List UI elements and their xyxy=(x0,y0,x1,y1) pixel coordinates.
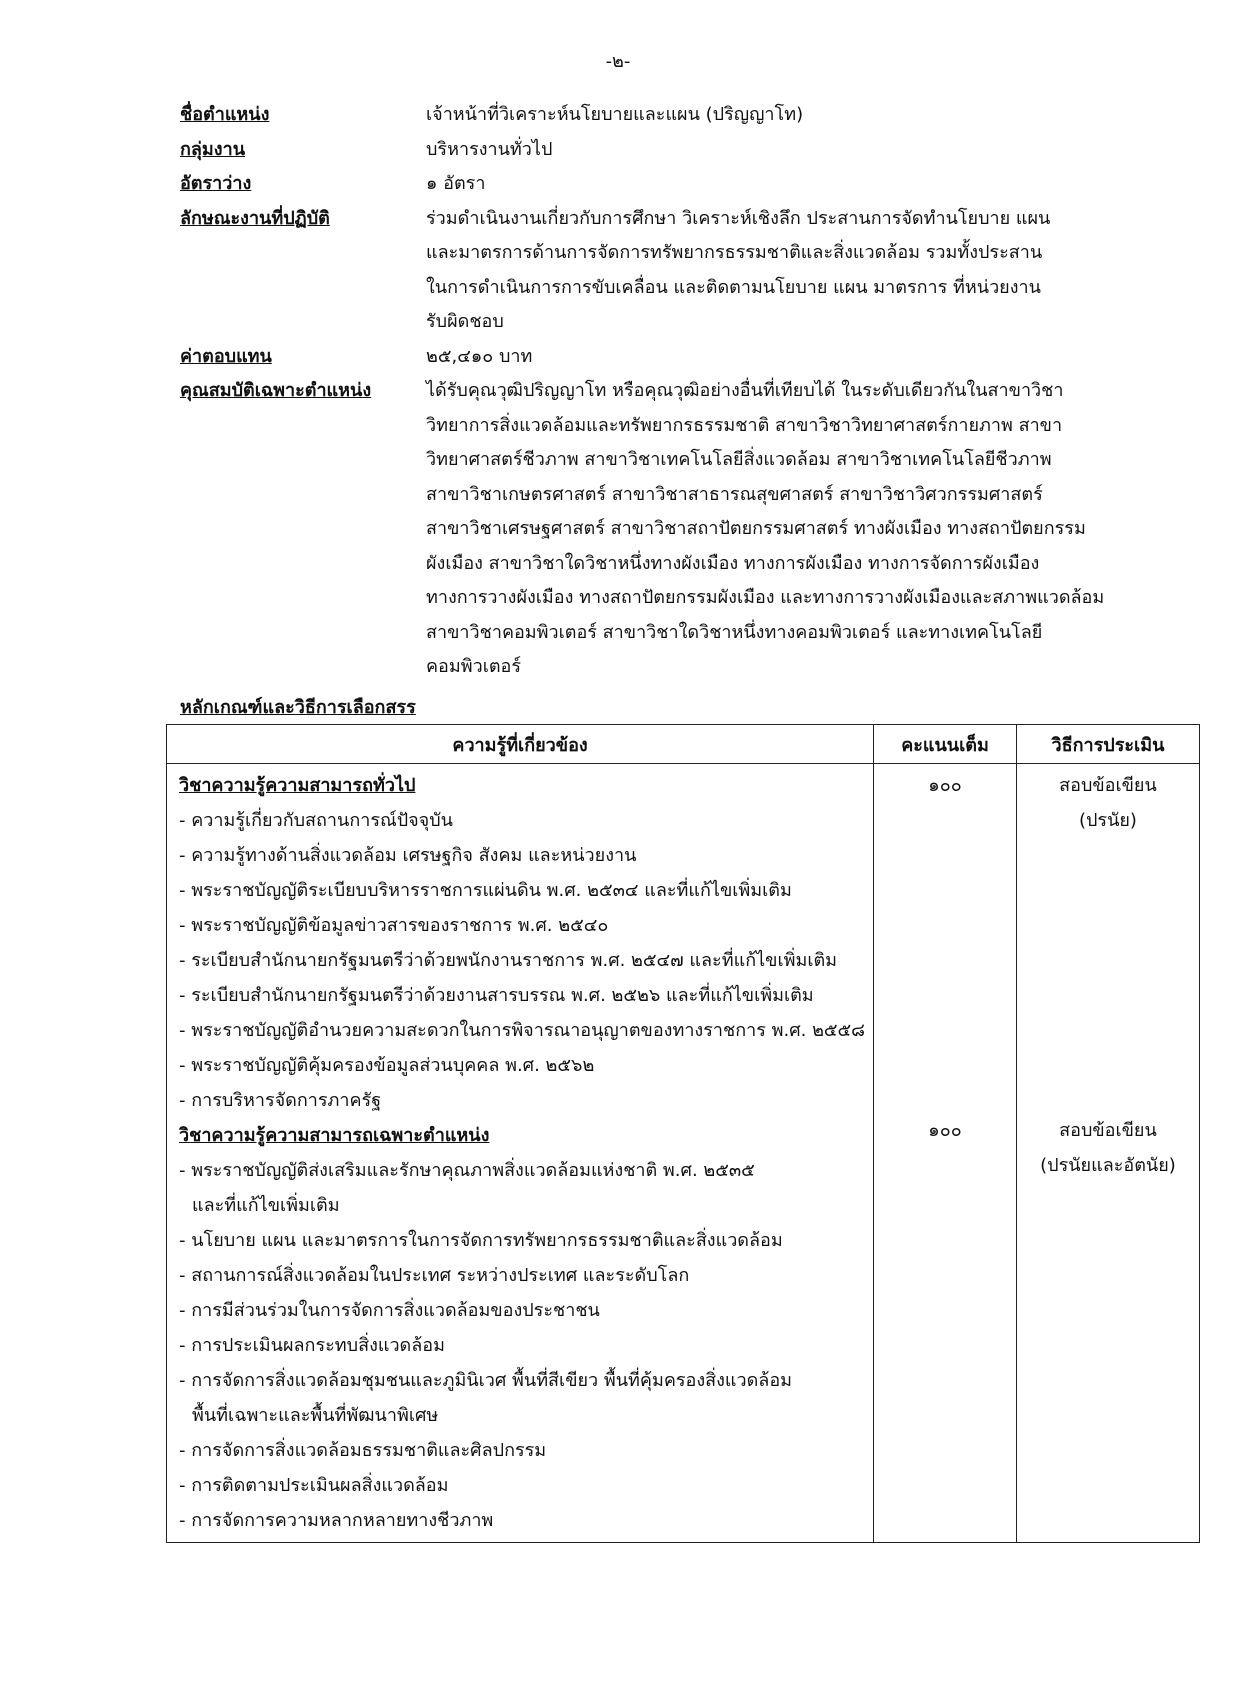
qualification-row xyxy=(180,374,1140,685)
duties-row xyxy=(180,202,1140,340)
pay-value: ๒๕,๔๑๐ บาท xyxy=(426,345,533,367)
page-number: -๒- xyxy=(605,51,631,72)
position-title-value: เจ้าหน้าที่วิเคราะห์นโยบายและแผน (ปริญญาโท) xyxy=(426,104,804,125)
vacancy-label: อัตราว่าง xyxy=(180,173,252,194)
list-item: - การจัดการสิ่งแวดล้อมธรรมชาติและศิลปกรรม xyxy=(179,1440,547,1461)
work-group-value: บริหารงานทั่วไป xyxy=(426,138,553,160)
list-item-line: - การจัดการสิ่งแวดล้อมชุมชนและภูมินิเวศ พื้นที่สีเขียว พื้นที่คุ้มครองสิ่งแวดล้อม xyxy=(179,1370,793,1391)
score-cell xyxy=(874,764,1017,1543)
list-item: - การติดตามประเมินผลสิ่งแวดล้อม xyxy=(179,1475,449,1496)
position-info xyxy=(180,98,1140,685)
list-item-line: - พระราชบัญญัติส่งเสริมและรักษาคุณภาพสิ่งแวดล้อมแห่งชาติ พ.ศ. ๒๕๓๕ xyxy=(179,1160,755,1181)
list-item: - การประเมินผลกระทบสิ่งแวดล้อม xyxy=(179,1335,445,1356)
selection-criteria-heading: หลักเกณฑ์และวิธีการเลือกสรร xyxy=(180,697,416,718)
duties-label: ลักษณะงานที่ปฏิบัติ xyxy=(180,207,330,229)
position-title-row xyxy=(180,98,1140,133)
qualification-line: สาขาวิชาเศรษฐศาสตร์ สาขาวิชาสถาปัตยกรรมศาสตร์ ทางผังเมือง ทางสถาปัตยกรรม xyxy=(426,518,1086,539)
list-item-line: และที่แก้ไขเพิ่มเติม xyxy=(192,1195,340,1216)
duties-line: และมาตรการด้านการจัดการทรัพยากรธรรมชาติและสิ่งแวดล้อม รวมทั้งประสาน xyxy=(426,242,1043,263)
list-item: - ระเบียบสำนักนายกรัฐมนตรีว่าด้วยพนักงานราชการ พ.ศ. ๒๕๔๗ และที่แก้ไขเพิ่มเติม xyxy=(179,950,838,971)
list-item: - พระราชบัญญัติอำนวยความสะดวกในการพิจารณาอนุญาตของทางราชการ พ.ศ. ๒๕๕๘ xyxy=(179,1020,866,1041)
list-item: - ความรู้ทางด้านสิ่งแวดล้อม เศรษฐกิจ สังคม และหน่วยงาน xyxy=(179,845,637,866)
duties-line: ในการดำเนินการการขับเคลื่อน และติดตามนโยบาย แผน มาตรการ ที่หน่วยงาน xyxy=(426,276,1041,298)
header-full-score: คะแนนเต็ม xyxy=(874,725,1017,764)
vacancy-row xyxy=(180,167,1140,202)
list-item: - พระราชบัญญัติข้อมูลข่าวสารของราชการ พ.ศ. ๒๕๔๐ xyxy=(179,915,609,936)
list-item: - การมีส่วนร่วมในการจัดการสิ่งแวดล้อมของประชาชน xyxy=(179,1300,600,1321)
specific-subject-title: วิชาความรู้ความสามารถเฉพาะตำแหน่ง xyxy=(179,1125,490,1146)
work-group-label: กลุ่มงาน xyxy=(180,138,245,160)
list-item: - ความรู้เกี่ยวกับสถานการณ์ปัจจุบัน xyxy=(179,810,453,831)
qualification-line: ทางการวางผังเมือง ทางสถาปัตยกรรมผังเมือง และทางการวางผังเมืองและสภาพแวดล้อม xyxy=(426,587,1105,608)
position-title-label: ชื่อตำแหน่ง xyxy=(180,104,270,125)
list-item: - พระราชบัญญัติระเบียบบริหารราชการแผ่นดิน พ.ศ. ๒๕๓๔ และที่แก้ไขเพิ่มเติม xyxy=(179,880,792,901)
table-row xyxy=(167,764,1200,1543)
qualification-line: ได้รับคุณวุฒิปริญญาโท หรือคุณวุฒิอย่างอื่นที่เทียบได้ ในระดับเดียวกันในสาขาวิชา xyxy=(426,380,1064,401)
list-item: - นโยบาย แผน และมาตรการในการจัดการทรัพยากรธรรมชาติและสิ่งแวดล้อม xyxy=(179,1230,783,1251)
pay-row xyxy=(180,340,1140,375)
specific-score: ๑๐๐ xyxy=(928,1120,962,1141)
method-cell xyxy=(1016,764,1199,1543)
qualification-line: สาขาวิชาเกษตรศาสตร์ สาขาวิชาสาธารณสุขศาสตร์ สาขาวิชาวิศวกรรมศาสตร์ xyxy=(426,483,1043,505)
general-method xyxy=(1017,764,1199,838)
header-knowledge: ความรู้ที่เกี่ยวข้อง xyxy=(167,725,874,764)
table-header-row xyxy=(167,725,1200,764)
list-item: - ระเบียบสำนักนายกรัฐมนตรีว่าด้วยงานสารบรรณ พ.ศ. ๒๕๒๖ และที่แก้ไขเพิ่มเติม xyxy=(179,985,814,1006)
specific-method xyxy=(1017,1113,1199,1183)
method-line: (ปรนัย) xyxy=(1078,810,1137,831)
qualification-line: ผังเมือง สาขาวิชาใดวิชาหนึ่งทางผังเมือง ทางการผังเมือง ทางการจัดการผังเมือง xyxy=(426,552,1040,574)
duties-line: รับผิดชอบ xyxy=(426,311,504,332)
method-line: สอบข้อเขียน xyxy=(1059,1120,1157,1141)
list-item xyxy=(179,1363,865,1433)
general-subject-title: วิชาความรู้ความสามารถทั่วไป xyxy=(179,775,416,796)
vacancy-value: ๑ อัตรา xyxy=(426,173,486,194)
qualification-line: สาขาวิชาคอมพิวเตอร์ สาขาวิชาใดวิชาหนึ่งทางคอมพิวเตอร์ และทางเทคโนโลยี xyxy=(426,621,1043,643)
qualification-line: วิทยาศาสตร์ชีวภาพ สาขาวิชาเทคโนโลยีสิ่งแวดล้อม สาขาวิชาเทคโนโลยีชีวภาพ xyxy=(426,449,1052,470)
list-item: - การบริหารจัดการภาครัฐ xyxy=(179,1090,382,1111)
method-line: (ปรนัยและอัตนัย) xyxy=(1040,1155,1176,1176)
list-item: - พระราชบัญญัติคุ้มครองข้อมูลส่วนบุคคล พ.ศ. ๒๕๖๒ xyxy=(179,1055,595,1076)
qualification-label: คุณสมบัติเฉพาะตำแหน่ง xyxy=(180,380,372,401)
duties-value xyxy=(426,202,1140,340)
qualification-line: วิทยาการสิ่งแวดล้อมและทรัพยากรธรรมชาติ สาขาวิชาวิทยาศาสตร์กายภาพ สาขา xyxy=(426,414,1063,436)
qualification-line: คอมพิวเตอร์ xyxy=(426,656,522,677)
list-item: - สถานการณ์สิ่งแวดล้อมในประเทศ ระหว่างประเทศ และระดับโลก xyxy=(179,1265,690,1286)
list-item-line: พื้นที่เฉพาะและพื้นที่พัฒนาพิเศษ xyxy=(192,1405,439,1426)
duties-line: ร่วมดำเนินงานเกี่ยวกับการศึกษา วิเคราะห์เชิงลึก ประสานการจัดทำนโยบาย แผน xyxy=(426,207,1051,229)
work-group-row xyxy=(180,133,1140,168)
list-item: - การจัดการความหลากหลายทางชีวภาพ xyxy=(179,1510,494,1531)
selection-criteria-table xyxy=(166,724,1200,1543)
qualification-value xyxy=(426,374,1140,685)
pay-label: ค่าตอบแทน xyxy=(180,345,272,367)
list-item xyxy=(179,1153,865,1223)
header-assessment-method: วิธีการประเมิน xyxy=(1016,725,1199,764)
knowledge-cell xyxy=(167,764,874,1543)
general-score: ๑๐๐ xyxy=(928,775,962,796)
method-line: สอบข้อเขียน xyxy=(1059,775,1157,796)
